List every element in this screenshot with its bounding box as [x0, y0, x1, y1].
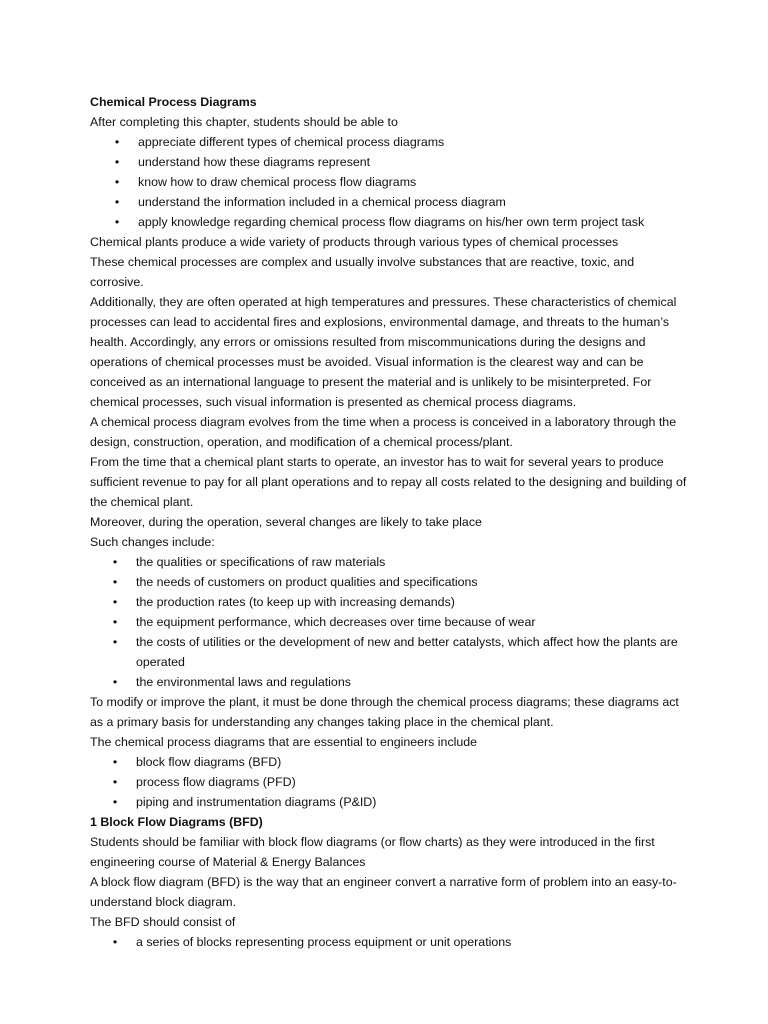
- list-item: • block flow diagrams (BFD): [90, 752, 690, 772]
- bullet-icon: •: [114, 195, 120, 209]
- bullet-icon: •: [112, 615, 118, 629]
- bullet-icon: •: [114, 215, 120, 229]
- bullet-icon: •: [112, 555, 118, 569]
- list-item: • understand the information included in a chemical process diagram: [90, 192, 690, 212]
- paragraph: Chemical plants produce a wide variety of products through various types of chemical processes: [90, 235, 619, 249]
- list-item: • know how to draw chemical process flow diagrams: [90, 172, 690, 192]
- bullet-icon: •: [114, 175, 120, 189]
- list-item: • process flow diagrams (PFD): [90, 772, 690, 792]
- bullet-icon: •: [114, 135, 120, 149]
- list-item: • understand how these diagrams represent: [90, 152, 690, 172]
- paragraph: The BFD should consist of: [90, 915, 236, 929]
- list-item: • a series of blocks representing process equipment or unit operations: [90, 932, 690, 952]
- bullet-icon: •: [114, 155, 120, 169]
- bullet-icon: •: [112, 595, 118, 609]
- list-item: • the production rates (to keep up with increasing demands): [90, 592, 690, 612]
- list-item: • the costs of utilities or the development of new and better catalysts, which affect how the plants are operated: [90, 632, 690, 672]
- objectives-list: [90, 132, 690, 232]
- list-item: • the needs of customers on product qualities and specifications: [90, 572, 690, 592]
- list-item: • the equipment performance, which decreases over time because of wear: [90, 612, 690, 632]
- list-item: • piping and instrumentation diagrams (P&ID): [90, 792, 690, 812]
- bullet-icon: •: [112, 795, 118, 809]
- paragraph: Such changes include:: [90, 535, 215, 549]
- bullet-icon: •: [112, 635, 118, 649]
- paragraph: To modify or improve the plant, it must be done through the chemical process diagrams; these diagrams act as a primary basis for understanding any changes taking place in the chemical plant.: [90, 695, 679, 729]
- paragraph: Moreover, during the operation, several changes are likely to take place: [90, 515, 482, 529]
- paragraph: These chemical processes are complex and usually involve substances that are reactive, toxic, and corrosive.: [90, 255, 635, 289]
- paragraph: A chemical process diagram evolves from the time when a process is conceived in a laboratory through the design, construction, operation, and modification of a chemical process/plant.: [90, 415, 677, 449]
- bullet-icon: •: [112, 575, 118, 589]
- bullet-icon: •: [112, 935, 118, 949]
- bullet-icon: •: [112, 755, 118, 769]
- document-page: [90, 92, 690, 952]
- list-item: • the qualities or specifications of raw materials: [90, 552, 690, 572]
- changes-list: [90, 552, 690, 692]
- list-item: • appreciate different types of chemical process diagrams: [90, 132, 690, 152]
- document-title: Chemical Process Diagrams: [90, 95, 257, 109]
- paragraph: Students should be familiar with block flow diagrams (or flow charts) as they were introduced in the first engineering course of Material & Energy Balances: [90, 835, 655, 869]
- paragraph: The chemical process diagrams that are essential to engineers include: [90, 735, 478, 749]
- bullet-icon: •: [112, 775, 118, 789]
- list-item: • the environmental laws and regulations: [90, 672, 690, 692]
- section-heading: 1 Block Flow Diagrams (BFD): [90, 815, 263, 829]
- diagram-types-list: [90, 752, 690, 812]
- bfd-items-list: [90, 932, 690, 952]
- intro-text: After completing this chapter, students should be able to: [90, 115, 398, 129]
- list-item: • apply knowledge regarding chemical process flow diagrams on his/her own term project task: [90, 212, 690, 232]
- bullet-icon: •: [112, 675, 118, 689]
- paragraph: Additionally, they are often operated at high temperatures and pressures. These characteristics of chemical processes can lead to accidental fires and explosions, environmental damage, and threats to the human’s health. Accordingly, any errors or omissions resulted from miscommunications during the designs and operations of chemical processes must be avoided. Visual information is the clearest way and can be conceived as an international language to present the material and is unlikely to be misinterpreted. For chemical processes, such visual information is presented as chemical process diagrams.: [90, 295, 677, 409]
- paragraph: A block flow diagram (BFD) is the way that an engineer convert a narrative form of problem into an easy-to-understand block diagram.: [90, 875, 677, 909]
- paragraph: From the time that a chemical plant starts to operate, an investor has to wait for several years to produce sufficient revenue to pay for all plant operations and to repay all costs related to the designing and building of the chemical plant.: [90, 455, 687, 509]
